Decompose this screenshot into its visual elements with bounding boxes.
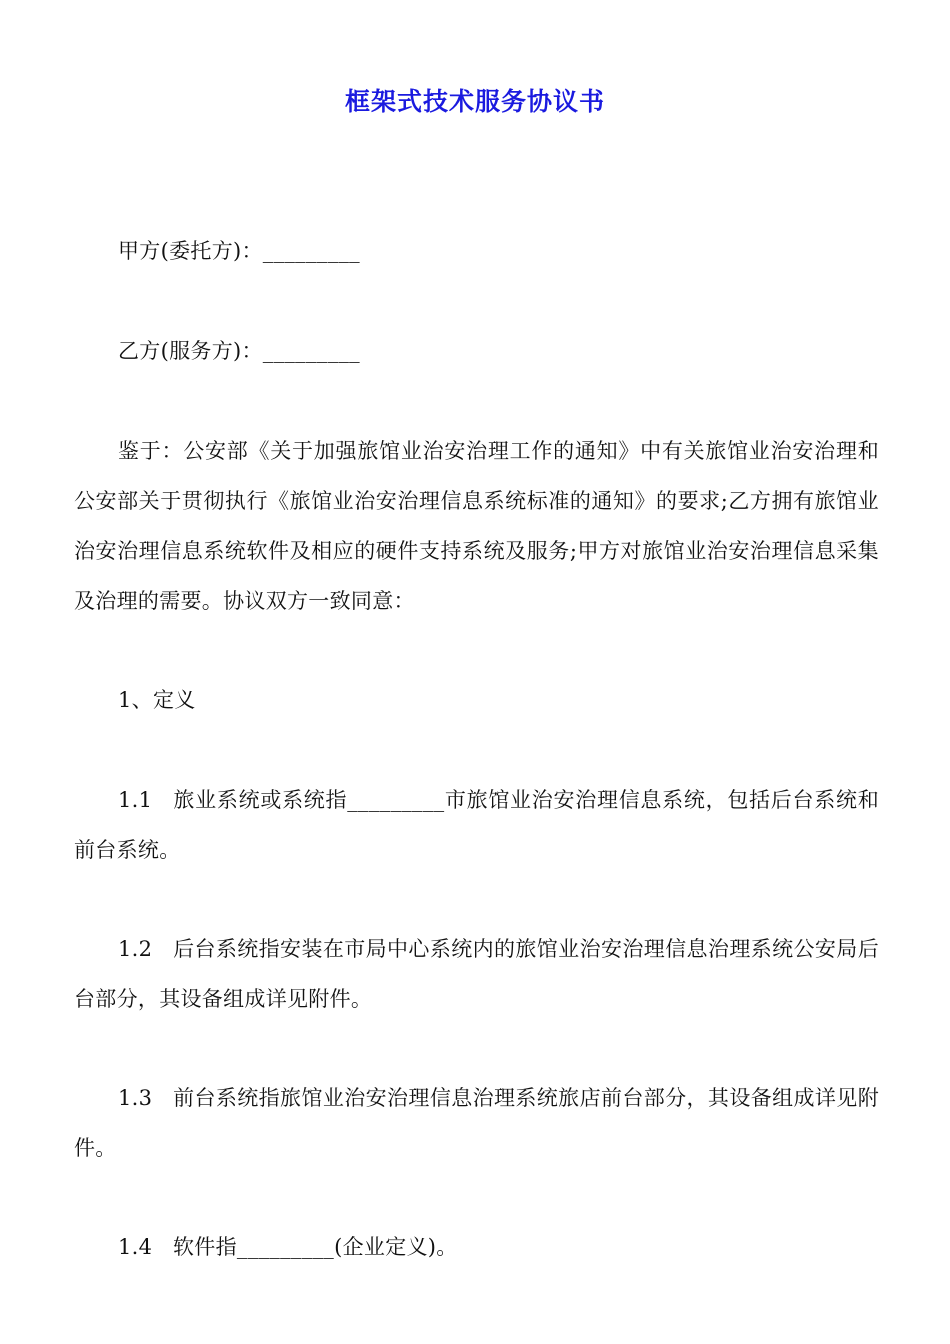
document-title: 框架式技术服务协议书 [344,87,605,116]
clause-1-3 [74,1073,879,1173]
clause-number: 1.3 [118,1086,153,1110]
clause-number: 1.4 [118,1235,153,1259]
clause-number: 1.2 [118,937,153,961]
party-a-line: 甲方(委托方)：_________ [118,239,360,263]
clause-1-1 [74,775,879,875]
section-heading-definitions: 1、定义 [118,688,196,712]
clause-1-4 [74,1222,879,1272]
whereas-paragraph: 鉴于：公安部《关于加强旅馆业治安治理工作的通知》中有关旅馆业治安治理和公安部关于贯彻执行《旅馆业治安治理信息系统标准的通知》的要求;乙方拥有旅馆业治安治理信息系统软件及相应的硬件支持系统及服务;甲方对旅馆业治安治理信息采集及治理的需要。协议双方一致同意： [74,439,879,613]
party-b-line: 乙方(服务方)：_________ [118,339,360,363]
clause-text: 后台系统指安装在市局中心系统内的旅馆业治安治理信息治理系统公安局后台部分，其设备组成详见附件。 [74,937,879,1011]
clause-text: 软件指_________(企业定义)。 [173,1235,458,1259]
clause-text: 前台系统指旅馆业治安治理信息治理系统旅店前台部分，其设备组成详见附件。 [74,1086,879,1160]
clause-1-2 [74,924,879,1024]
clause-text: 旅业系统或系统指_________市旅馆业治安治理信息系统，包括后台系统和前台系统。 [74,788,879,862]
clause-number: 1.1 [118,788,153,812]
